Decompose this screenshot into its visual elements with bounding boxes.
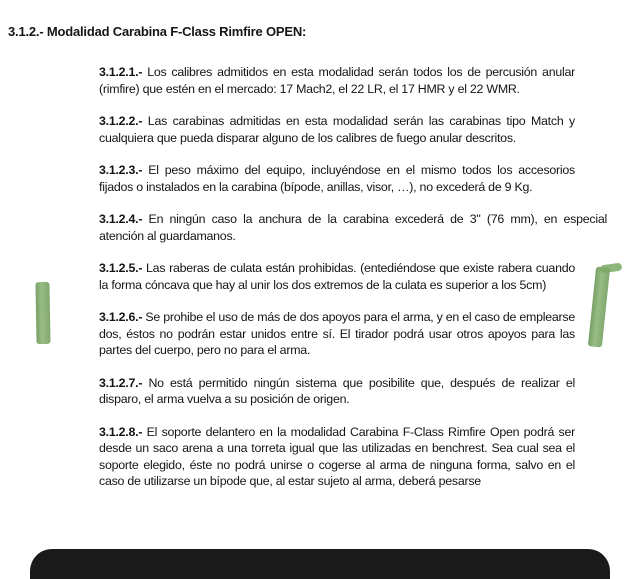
rule-text: El peso máximo del equipo, incluyéndose en el mismo todos los accesorios fijados o instalados en la carabina (bípode, anillas, visor, …), no excederá de 9 Kg. xyxy=(99,163,575,194)
rule-3-1-2-2 xyxy=(99,113,575,146)
highlighter-mark-right xyxy=(588,266,610,347)
rule-number: 3.1.2.5.- xyxy=(99,261,143,275)
rule-3-1-2-7 xyxy=(99,375,575,408)
rule-number: 3.1.2.1.- xyxy=(99,65,143,79)
rule-number: 3.1.2.3.- xyxy=(99,163,143,177)
rule-3-1-2-6 xyxy=(99,309,575,359)
rule-number: 3.1.2.7.- xyxy=(99,375,143,390)
section-heading: 3.1.2.- Modalidad Carabina F-Class Rimfire OPEN: xyxy=(8,24,307,39)
rule-number: 3.1.2.8.- xyxy=(99,424,143,439)
rule-list xyxy=(99,64,607,506)
rule-text: Las raberas de culata están prohibidas. (entediéndose que existe rabera cuando la forma cóncava que hay al unir los dos extremos de la culata es superior a los 5cm) xyxy=(99,261,575,292)
rule-3-1-2-3 xyxy=(99,162,575,195)
rule-text: No está permitido ningún sistema que posibilite que, después de realizar el disparo, el arma vuelva a su posición de origen. xyxy=(99,375,575,406)
rule-3-1-2-8 xyxy=(99,424,575,490)
rule-text: Los calibres admitidos en esta modalidad serán todos los de percusión anular (rimfire) que estén en el mercado: 17 Mach2, el 22 LR, el 17 HMR y el 22 WMR. xyxy=(99,65,575,96)
rule-3-1-2-4 xyxy=(99,211,607,244)
rule-text: En ningún caso la anchura de la carabina excederá de 3" (76 mm), en especial atención al guardamanos. xyxy=(99,212,607,243)
highlighter-mark-left xyxy=(35,282,50,344)
rule-number: 3.1.2.4.- xyxy=(99,212,143,226)
rule-3-1-2-1 xyxy=(99,64,575,97)
bottom-overlay-bar xyxy=(30,549,610,579)
rule-number: 3.1.2.2.- xyxy=(99,114,143,128)
rule-number: 3.1.2.6.- xyxy=(99,310,143,324)
rule-3-1-2-5 xyxy=(99,260,575,293)
rule-text: Se prohibe el uso de más de dos apoyos para el arma, y en el caso de emplearse dos, éstos no podrán estar unidos entre sí. El tirador podrá usar otros apoyos para las partes del cuerpo, pero no para el arma. xyxy=(99,310,575,357)
highlighter-mark-right-tip xyxy=(600,263,623,274)
rule-text: Las carabinas admitidas en esta modalidad serán las carabinas tipo Match y cualquiera que pueda disparar alguno de los calibres de fuego anular descritos. xyxy=(99,114,575,145)
rule-text: El soporte delantero en la modalidad Carabina F-Class Rimfire Open podrá ser desde un saco arena a una torreta igual que las utilizadas en benchrest. Sea cual sea el soporte elegido, éste no podrá unirse o cogerse al arma de ninguna forma, salvo en el caso de utilizarse un bípode que, al estar sujeto al arma, deberá pesarse xyxy=(99,424,575,488)
